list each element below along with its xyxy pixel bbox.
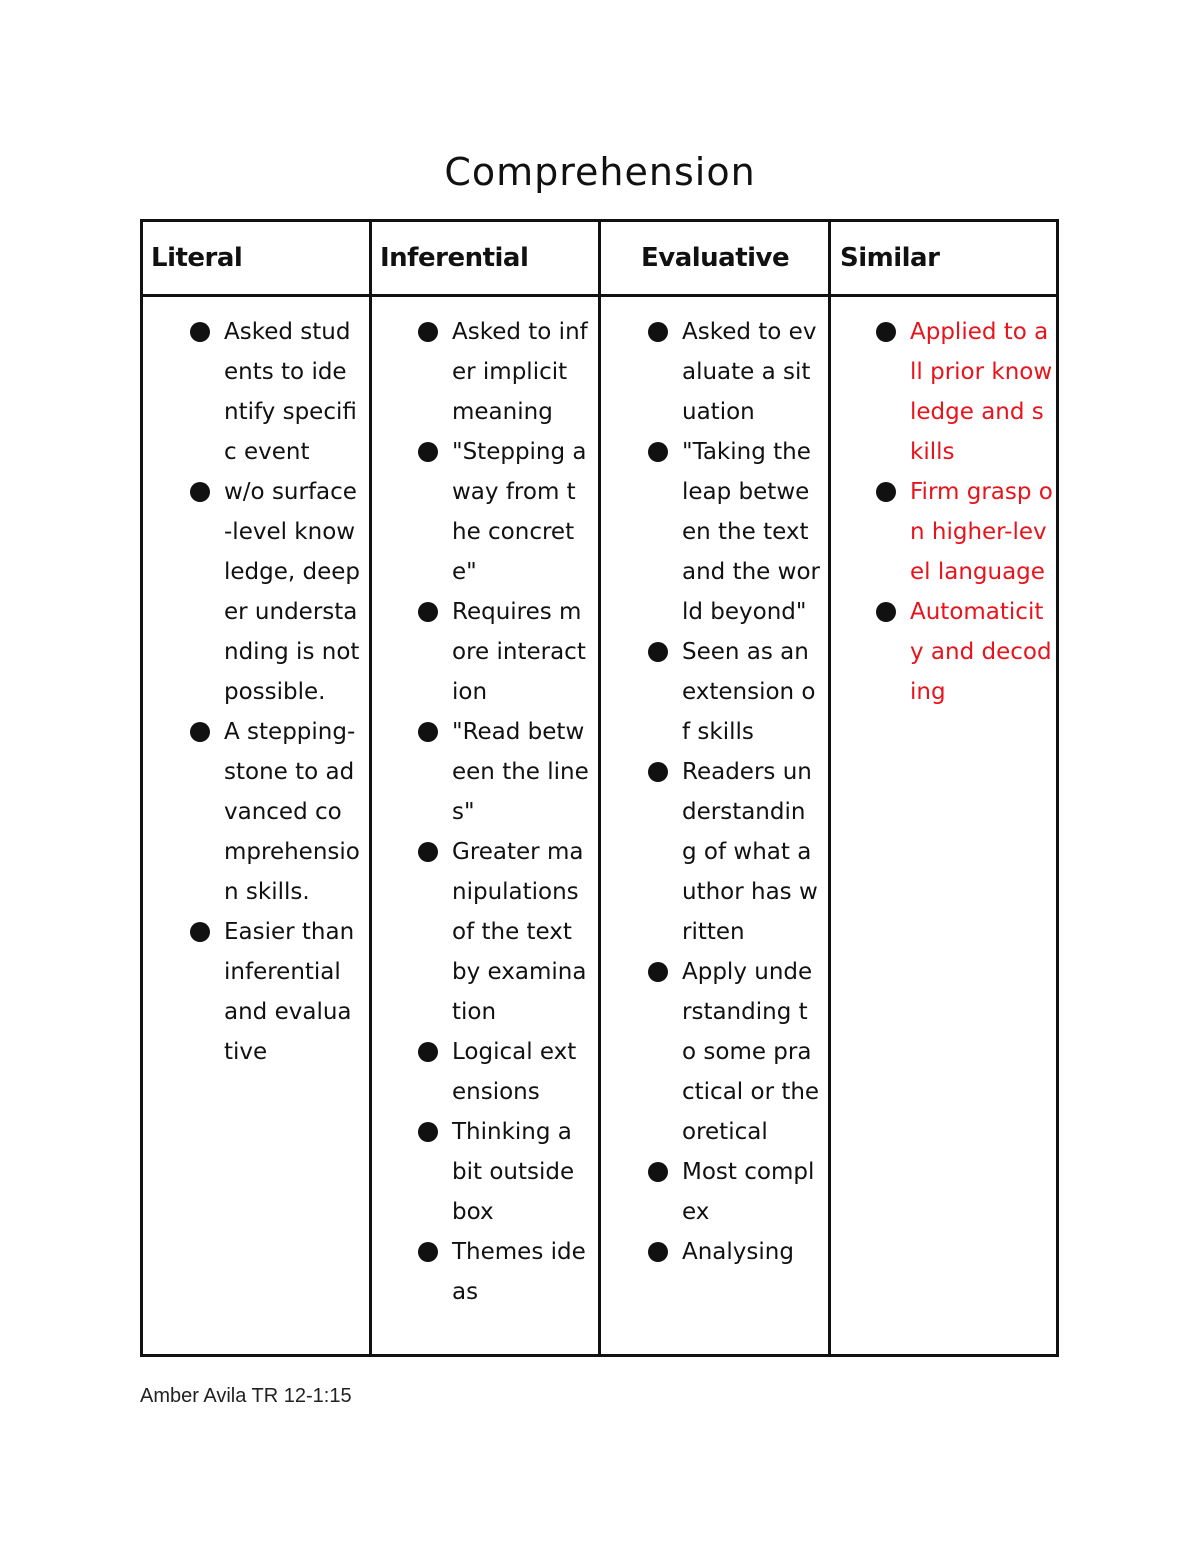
column-inferential bbox=[418, 312, 590, 1312]
list-item-text: Asked to infer implicit meaning bbox=[452, 319, 588, 425]
bullet-icon bbox=[418, 322, 438, 342]
bullet-icon bbox=[648, 1242, 668, 1262]
bullet-icon bbox=[418, 442, 438, 462]
list-item-text: "Read between the lines" bbox=[452, 719, 589, 825]
bullet-icon bbox=[418, 842, 438, 862]
list-item bbox=[648, 312, 820, 432]
header-evaluative: Evaluative bbox=[641, 243, 790, 273]
list-item-text: w/o surface-level knowledge, deeper understanding is not possible. bbox=[224, 479, 361, 705]
list-item bbox=[190, 312, 360, 472]
bullet-icon bbox=[876, 602, 896, 622]
list-item-text: Firm grasp on higher-level language bbox=[910, 479, 1053, 585]
bullet-icon bbox=[876, 482, 896, 502]
list-item-text: "Stepping away from the concrete" bbox=[452, 439, 587, 585]
column-literal bbox=[190, 312, 360, 1072]
list-item bbox=[648, 632, 820, 752]
column-similar bbox=[876, 312, 1054, 712]
list-item-text: Themes ideas bbox=[452, 1239, 586, 1305]
column-divider bbox=[828, 222, 831, 1354]
list-item-text: Readers understanding of what author has written bbox=[682, 759, 818, 945]
list-item bbox=[190, 712, 360, 912]
bullet-icon bbox=[418, 1042, 438, 1062]
list-item bbox=[648, 752, 820, 952]
list-item bbox=[190, 472, 360, 712]
bullet-icon bbox=[876, 322, 896, 342]
list-item-text: "Taking the leap between the text and the world beyond" bbox=[682, 439, 820, 625]
list-item bbox=[418, 1232, 590, 1312]
bullet-icon bbox=[418, 722, 438, 742]
footer-author: Amber Avila TR 12-1:15 bbox=[140, 1385, 352, 1407]
list-item-text: Easier than inferential and evaluative bbox=[224, 919, 355, 1065]
list-item-text: Most complex bbox=[682, 1159, 815, 1225]
bullet-icon bbox=[190, 482, 210, 502]
comprehension-table bbox=[140, 219, 1059, 1357]
list-item bbox=[648, 1152, 820, 1232]
list-item bbox=[648, 1232, 820, 1272]
column-evaluative bbox=[648, 312, 820, 1272]
list-item bbox=[418, 712, 590, 832]
list-item bbox=[648, 432, 820, 632]
list-item-text: Requires more interaction bbox=[452, 599, 586, 705]
header-inferential: Inferential bbox=[380, 243, 529, 273]
header-similar: Similar bbox=[840, 243, 940, 273]
list-item bbox=[876, 312, 1054, 472]
bullet-icon bbox=[648, 1162, 668, 1182]
list-item-text: Thinking a bit outside box bbox=[452, 1119, 575, 1225]
list-item-text: Apply understanding to some practical or theoretical bbox=[682, 959, 820, 1145]
list-item-text: Applied to all prior knowledge and skills bbox=[910, 319, 1053, 465]
list-item-text: Analysing bbox=[682, 1239, 794, 1265]
list-item-text: Automaticity and decoding bbox=[910, 599, 1052, 705]
list-item bbox=[418, 1112, 590, 1232]
list-item bbox=[418, 832, 590, 1032]
bullet-icon bbox=[648, 442, 668, 462]
list-item-text: Asked to evaluate a situation bbox=[682, 319, 817, 425]
column-divider bbox=[369, 222, 372, 1354]
bullet-icon bbox=[648, 962, 668, 982]
bullet-icon bbox=[648, 322, 668, 342]
list-item-text: Greater manipulations of the text by examination bbox=[452, 839, 587, 1025]
list-item bbox=[876, 592, 1054, 712]
list-item bbox=[418, 1032, 590, 1112]
header-divider bbox=[143, 294, 1056, 297]
bullet-icon bbox=[648, 762, 668, 782]
bullet-icon bbox=[190, 922, 210, 942]
list-item bbox=[418, 592, 590, 712]
bullet-icon bbox=[418, 1242, 438, 1262]
bullet-icon bbox=[190, 322, 210, 342]
list-item-text: Seen as an extension of skills bbox=[682, 639, 816, 745]
list-item-text: A stepping-stone to advanced comprehension skills. bbox=[224, 719, 360, 905]
bullet-icon bbox=[190, 722, 210, 742]
list-item bbox=[876, 472, 1054, 592]
list-item bbox=[418, 432, 590, 592]
list-item bbox=[418, 312, 590, 432]
list-item bbox=[648, 952, 820, 1152]
column-divider bbox=[598, 222, 601, 1354]
header-literal: Literal bbox=[151, 243, 243, 273]
list-item-text: Logical extensions bbox=[452, 1039, 577, 1105]
bullet-icon bbox=[648, 642, 668, 662]
page-title: Comprehension bbox=[444, 150, 756, 194]
bullet-icon bbox=[418, 1122, 438, 1142]
list-item bbox=[190, 912, 360, 1072]
list-item-text: Asked students to identify specific event bbox=[224, 319, 357, 465]
bullet-icon bbox=[418, 602, 438, 622]
